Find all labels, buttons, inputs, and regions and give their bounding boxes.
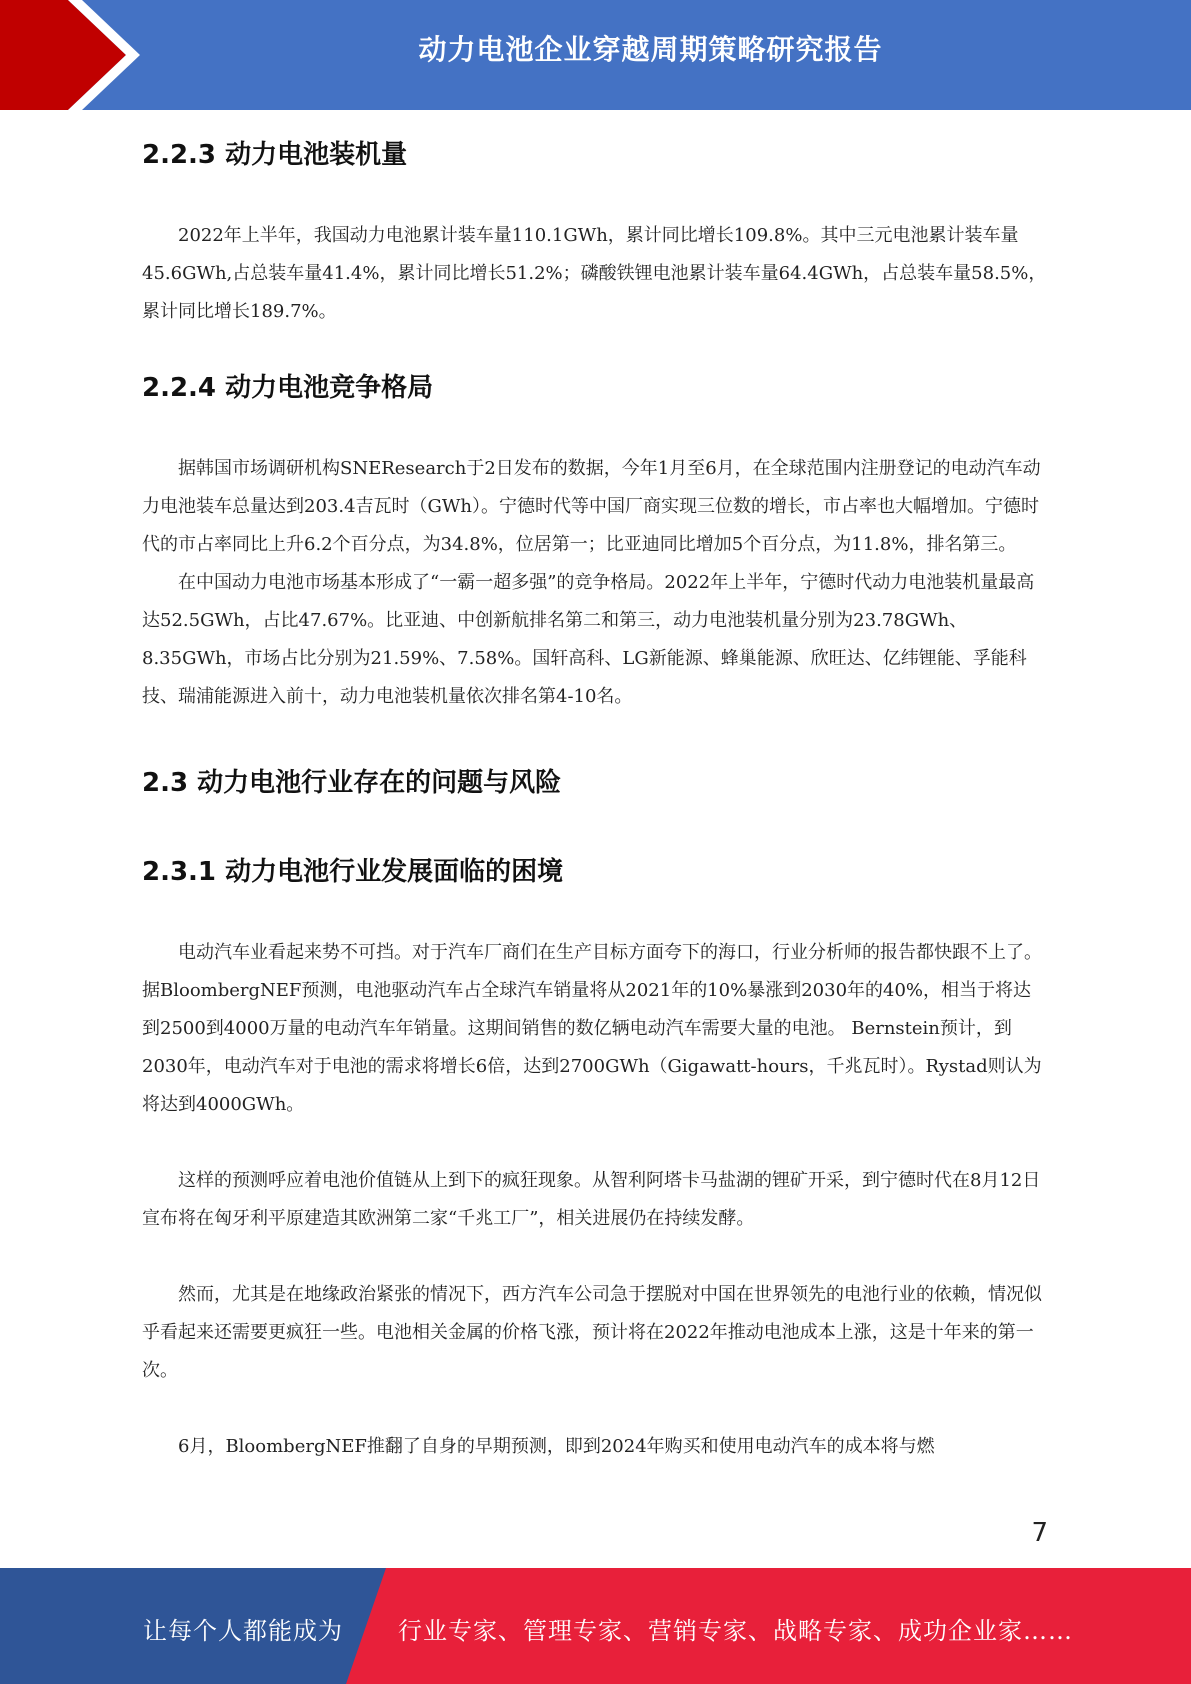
page-header (0, 0, 1191, 110)
page-number: 7 (1031, 1518, 1048, 1548)
section-heading-2-2-4: 2.2.4 动力电池竞争格局 (142, 373, 434, 403)
section-heading-2-3: 2.3 动力电池行业存在的问题与风险 (142, 768, 562, 798)
paragraph-china-market: 在中国动力电池市场基本形成了“一霸一超多强”的竞争格局。2022年上半年，宁德时代动力电池装机量最高达52.5GWh，占比47.67%。比亚迪、中创新航排名第二和第三，动力电池装机量分别为23.78GWh、8.35GWh，市场占比分别为21.59%、7.58%。国轩高科、LG新能源、蜂巢能源、欣旺达、亿纬锂能、孚能科技、瑞浦能源进入前十，动力电池装机量依次排名第4-10名。 (142, 572, 1035, 707)
paragraph-value-chain: 这样的预测呼应着电池价值链从上到下的疯狂现象。从智利阿塔卡马盐湖的锂矿开采，到宁德时代在8月12日宣布将在匈牙利平原建造其欧洲第二家“千兆工厂”，相关进展仍在持续发酵。 (142, 1170, 1041, 1229)
report-title: 动力电池企业穿越周期策略研究报告 (418, 33, 883, 66)
paragraph-ev-growth: 电动汽车业看起来势不可挡。对于汽车厂商们在生产目标方面夸下的海口，行业分析师的报告都快跟不上了。据BloombergNEF预测，电池驱动汽车占全球汽车销量将从2021年的10%暴涨到2030年的40%，相当于将达到2500到4000万量的电动汽车年销量。这期间销售的数亿辆电动汽车需要大量的电池。 Bernstein预计，到2030年，电动汽车对于电池的需求将增长6倍，达到2700GWh（Gigawatt-hours，千兆瓦时）。Rystad则认为将达到4000GWh。 (142, 942, 1042, 1115)
footer-slogan-left: 让每个人都能成为 (143, 1617, 343, 1645)
paragraph-installed-capacity: 2022年上半年，我国动力电池累计装车量110.1GWh，累计同比增长109.8%。其中三元电池累计装车量45.6GWh,占总装车量41.4%，累计同比增长51.2%；磷酸铁锂电池累计装车量64.4GWh，占总装车量58.5%，累计同比增长189.7%。 (142, 225, 1047, 322)
section-heading-2-3-1: 2.3.1 动力电池行业发展面临的困境 (142, 857, 564, 887)
footer-slogan-right: 行业专家、管理专家、营销专家、战略专家、成功企业家…… (398, 1617, 1073, 1645)
page-content (142, 110, 1047, 1466)
paragraph-bloomberg-june: 6月，BloombergNEF推翻了自身的早期预测，即到2024年购买和使用电动汽车的成本将与燃 (178, 1436, 935, 1457)
paragraph-geopolitics: 然而，尤其是在地缘政治紧张的情况下，西方汽车公司急于摆脱对中国在世界领先的电池行业的依赖，情况似乎看起来还需要更疯狂一些。电池相关金属的价格飞涨，预计将在2022年推动电池成本上涨，这是十年来的第一次。 (142, 1284, 1042, 1381)
paragraph-sne-research: 据韩国市场调研机构SNEResearch于2日发布的数据，今年1月至6月，在全球范围内注册登记的电动汽车动力电池装车总量达到203.4吉瓦时（GWh）。宁德时代等中国厂商实现三位数的增长，市占率也大幅增加。宁德时代的市占率同比上升6.2个百分点，为34.8%，位居第一；比亚迪同比增加5个百分点，为11.8%，排名第三。 (142, 458, 1041, 555)
header-chevron-icon (0, 0, 150, 110)
section-heading-2-2-3: 2.2.3 动力电池装机量 (142, 140, 408, 170)
page-footer (0, 1568, 1191, 1684)
